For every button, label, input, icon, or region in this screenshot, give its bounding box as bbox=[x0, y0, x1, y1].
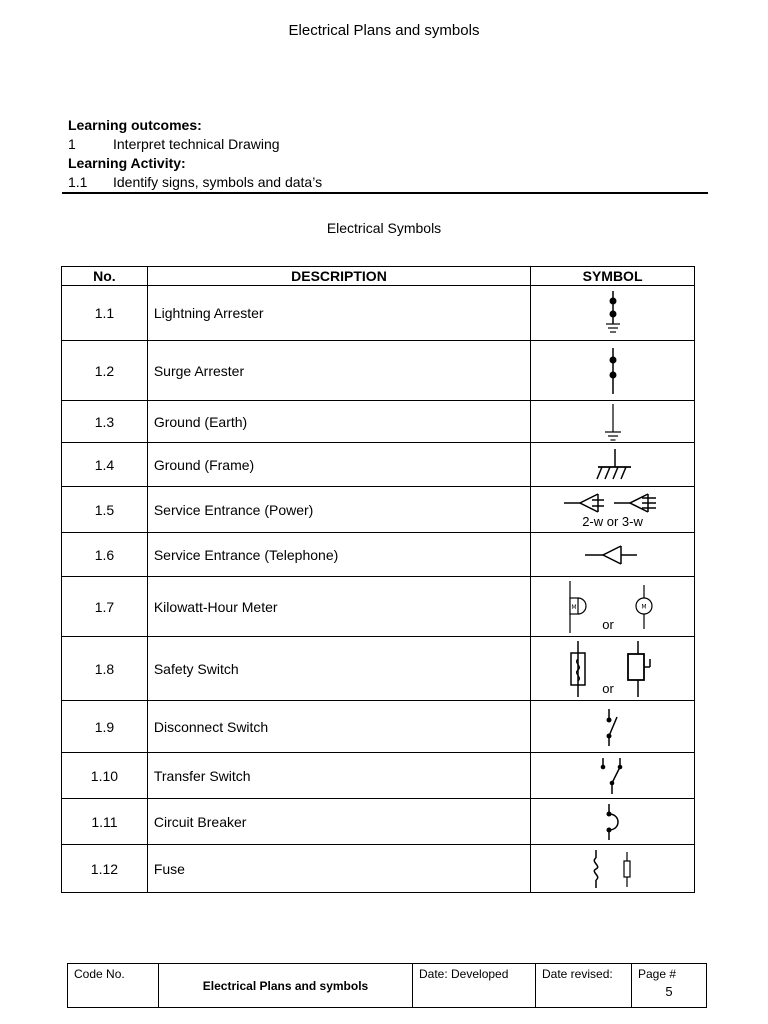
row-number: 1.1 bbox=[62, 286, 148, 341]
service-entrance-telephone-symbol bbox=[583, 542, 643, 568]
footer-title-cell: Electrical Plans and symbols bbox=[159, 964, 413, 1008]
circuit-breaker-symbol bbox=[593, 801, 633, 843]
row-symbol-cell bbox=[531, 487, 695, 533]
learning-activity-heading: Learning Activity: bbox=[68, 155, 186, 171]
disconnect-switch-symbol bbox=[593, 705, 633, 749]
transfer-switch-symbol bbox=[593, 755, 633, 797]
row-description: Safety Switch bbox=[147, 637, 530, 701]
row-number: 1.9 bbox=[62, 701, 148, 753]
row-symbol-cell bbox=[531, 341, 695, 401]
row-symbol-cell bbox=[531, 401, 695, 443]
footer-code-cell: Code No. bbox=[68, 964, 159, 1008]
row-number: 1.5 bbox=[62, 487, 148, 533]
table-row bbox=[62, 533, 695, 577]
table-row bbox=[62, 443, 695, 487]
row-number: 1.4 bbox=[62, 443, 148, 487]
document-title: Electrical Plans and symbols bbox=[288, 22, 480, 39]
header-no: No. bbox=[62, 267, 148, 286]
symbols-table bbox=[61, 266, 695, 893]
learning-section bbox=[68, 116, 708, 192]
section-title: Electrical Symbols bbox=[326, 220, 442, 236]
footer-date-revised-cell: Date revised: bbox=[536, 964, 632, 1008]
table-row bbox=[62, 341, 695, 401]
learning-outcome-item bbox=[68, 135, 708, 154]
row-description: Surge Arrester bbox=[147, 341, 530, 401]
table-row bbox=[62, 753, 695, 799]
table-row bbox=[62, 401, 695, 443]
row-symbol-cell bbox=[531, 286, 695, 341]
activity-number: 1.1 bbox=[68, 174, 88, 190]
outcome-number: 1 bbox=[68, 136, 76, 152]
symbol-caption: or bbox=[601, 616, 614, 632]
row-description: Service Entrance (Power) bbox=[147, 487, 530, 533]
footer-table bbox=[67, 963, 707, 1008]
surge-arrester-symbol bbox=[593, 344, 633, 398]
footer-row bbox=[68, 964, 707, 1008]
meter-letter-left: M bbox=[570, 603, 577, 611]
table-row bbox=[62, 845, 695, 893]
row-description: Circuit Breaker bbox=[147, 799, 530, 845]
row-description: Ground (Frame) bbox=[147, 443, 530, 487]
table-row bbox=[62, 577, 695, 637]
row-description: Disconnect Switch bbox=[147, 701, 530, 753]
symbol-caption: or bbox=[601, 680, 614, 696]
footer-date-developed-cell: Date: Developed bbox=[413, 964, 536, 1008]
row-description: Fuse bbox=[147, 845, 530, 893]
row-symbol-cell bbox=[531, 799, 695, 845]
table-row bbox=[62, 637, 695, 701]
row-symbol-cell bbox=[531, 845, 695, 893]
row-description: Lightning Arrester bbox=[147, 286, 530, 341]
symbol-caption: 2-w or 3-w bbox=[582, 514, 643, 529]
row-symbol-cell bbox=[531, 533, 695, 577]
activity-text: Identify signs, symbols and data’s bbox=[113, 174, 323, 190]
row-number: 1.12 bbox=[62, 845, 148, 893]
section-divider bbox=[62, 192, 708, 194]
row-number: 1.7 bbox=[62, 577, 148, 637]
row-description: Ground (Earth) bbox=[147, 401, 530, 443]
row-symbol-cell bbox=[531, 753, 695, 799]
footer-page-number: 5 bbox=[665, 984, 673, 999]
table-row bbox=[62, 701, 695, 753]
row-symbol-cell bbox=[531, 701, 695, 753]
ground-earth-symbol bbox=[593, 402, 633, 442]
header-symbol: SYMBOL bbox=[531, 267, 695, 286]
header-description: DESCRIPTION bbox=[147, 267, 530, 286]
learning-outcomes-heading: Learning outcomes: bbox=[68, 117, 202, 133]
lightning-arrester-symbol bbox=[593, 288, 633, 338]
safety-switch-symbol bbox=[558, 639, 668, 699]
learning-activity-item bbox=[68, 173, 708, 192]
table-row bbox=[62, 799, 695, 845]
row-number: 1.11 bbox=[62, 799, 148, 845]
row-description: Service Entrance (Telephone) bbox=[147, 533, 530, 577]
table-header-row bbox=[62, 267, 695, 286]
row-symbol-cell bbox=[531, 637, 695, 701]
row-number: 1.6 bbox=[62, 533, 148, 577]
table-row bbox=[62, 487, 695, 533]
footer-page-cell bbox=[632, 964, 707, 1008]
row-number: 1.2 bbox=[62, 341, 148, 401]
row-symbol-cell bbox=[531, 443, 695, 487]
fuse-symbol bbox=[578, 847, 648, 891]
row-description: Transfer Switch bbox=[147, 753, 530, 799]
row-symbol-cell bbox=[531, 577, 695, 637]
row-number: 1.8 bbox=[62, 637, 148, 701]
ground-frame-symbol bbox=[588, 445, 638, 485]
row-number: 1.10 bbox=[62, 753, 148, 799]
row-number: 1.3 bbox=[62, 401, 148, 443]
table-row bbox=[62, 286, 695, 341]
kilowatt-hour-meter-symbol bbox=[558, 579, 668, 635]
meter-letter-right: M bbox=[640, 603, 647, 610]
row-description: Kilowatt-Hour Meter bbox=[147, 577, 530, 637]
footer-page-label: Page # bbox=[638, 967, 677, 981]
outcome-text: Interpret technical Drawing bbox=[113, 136, 280, 152]
